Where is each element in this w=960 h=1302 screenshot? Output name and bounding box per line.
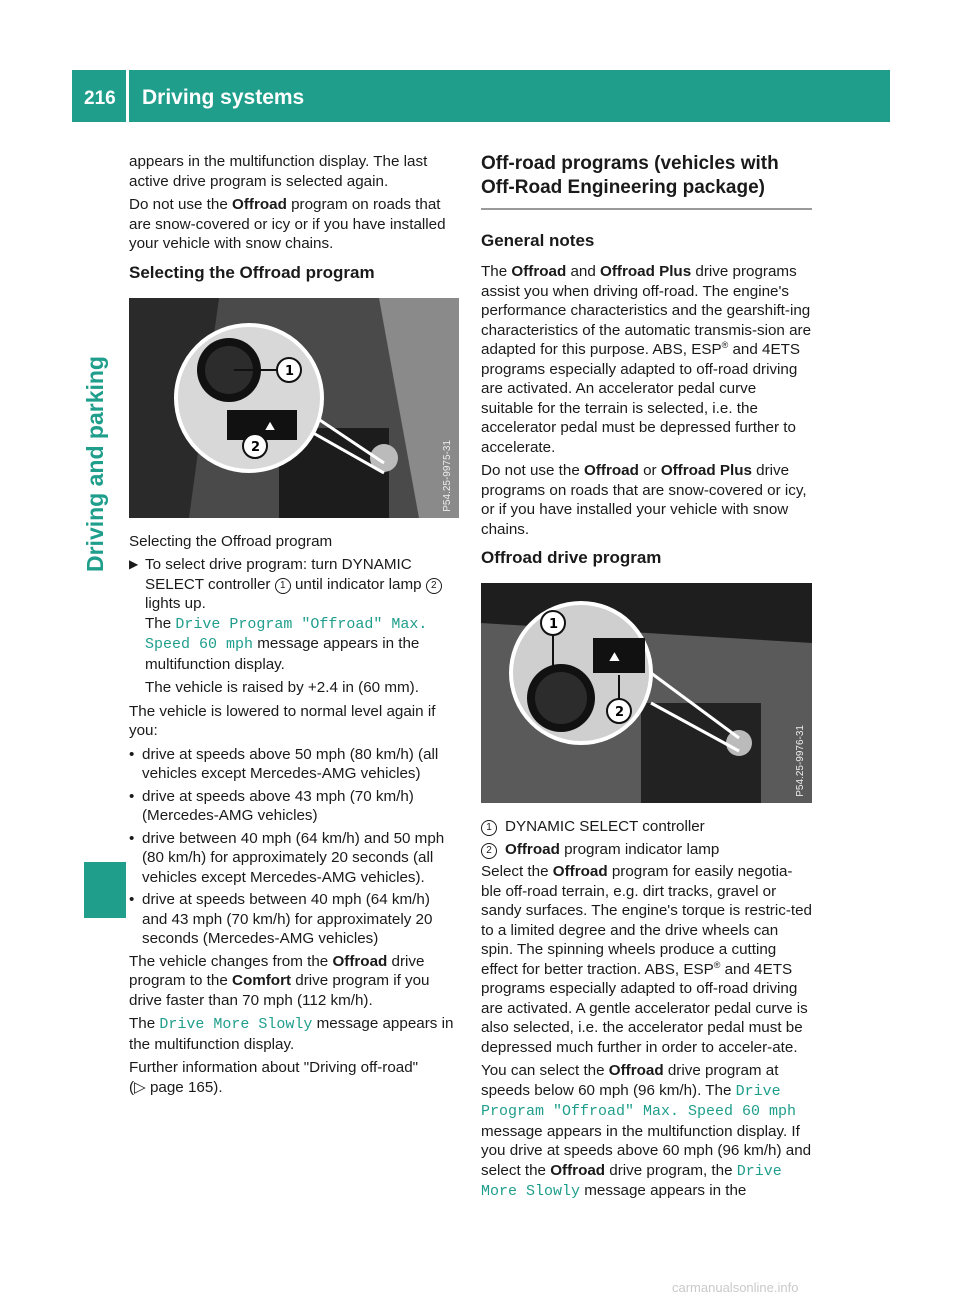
paragraph: The Offroad and Offroad Plus drive programs assist you when driving off-road. The engine's performance characteristics and the gearshift-ing characteristics of the automatic transmis-sion are adapted for this purpose. ABS, ESP® and 4ETS programs especially adapted to off-road driving are activated. An accelerator pedal curve suitable for the terrain is selected, i.e. the accelerator pedal must be depressed further to accelerate. [481,263,812,456]
left-column [129,152,459,1101]
sidebar-marker [84,862,126,918]
list-item: • drive at speeds between 40 mph (64 km/h) and 43 mph (70 km/h) for approximately 20 seconds (Mercedes-AMG vehicles) [129,891,433,947]
legend-item: 2 Offroad program indicator lamp [481,840,812,860]
callout-2-icon: 2 [481,843,497,859]
svg-text:2: 2 [615,705,625,720]
heading-general-notes: General notes [481,231,595,250]
instruction-step: ▶ To select drive program: turn DYNAMIC SELECT controller 1 until indicator lamp 2 lights up. The Drive Program "Offroad" Max. Speed 60 mph message appears in the multifunction display. [129,555,459,674]
figure-caption: Selecting the Offroad program [129,532,333,550]
controller-illustration [129,298,459,518]
figure-code: P54.25-9976-31 [794,725,806,797]
paragraph: Further information about "Driving off-road" (▷ page 165). [129,1059,419,1096]
heading-offroad-drive-program: Offroad drive program [481,548,662,567]
step-arrow-icon: ▶ [129,557,139,571]
callout-2-icon: 2 [426,578,442,594]
watermark: carmanualsonline.info [672,1280,799,1295]
section-title: Driving systems [142,86,305,109]
paragraph: Select the Offroad program for easily negotia-ble off-road terrain, e.g. dirt tracks, gravel or sandy surfaces. The engine's torque is restric-ted to a limited degree and the drive wheels can spin. The spinning wheels produce a cutting effect for better traction. ABS, ESP® and 4ETS programs especially adapted to off-road driving are activated. A gentle accelerator pedal curve is also selected, i.e. the accelerator pedal must be depressed much further in order to acceler-ate. [481,863,813,1056]
figure-code: P54.25-9975-31 [441,439,453,512]
heading-offroad-programs: Off-road programs (vehicles with Off-Road Engineering package) [481,152,812,210]
display-message: Drive Program "Offroad" Max. Speed 60 mph [481,1082,797,1120]
sidebar-chapter-label: Driving and parking [82,356,108,572]
display-message: Drive More Slowly [159,1016,313,1033]
list-item: • drive at speeds above 50 mph (80 km/h) (all vehicles except Mercedes-AMG vehicles) [129,745,439,782]
paragraph: The vehicle is raised by +2.4 in (60 mm). [145,679,419,696]
page-reference-link[interactable]: (▷ page 165). [129,1078,223,1096]
offroad-indicator-image [481,583,812,803]
list-item: • drive at speeds above 43 mph (70 km/h) (Mercedes-AMG vehicles) [129,787,414,824]
indicator-illustration [481,583,812,803]
callout-1-icon: 1 [275,578,291,594]
header-divider [126,70,129,122]
svg-text:1: 1 [549,617,559,632]
display-message: Drive Program "Offroad" Max. Speed 60 mph [145,615,428,653]
svg-text:2: 2 [251,439,261,455]
display-message: Drive More Slowly [481,1162,782,1200]
right-column [481,152,812,1206]
offroad-controller-image [129,298,459,518]
paragraph: The Drive More Slowly message appears in the multifunction display. [129,1015,454,1053]
paragraph: Do not use the Offroad or Offroad Plus drive programs on roads that are snow-covered or icy, or if you have installed your vehicle with snow chains. [481,462,807,538]
callout-1-icon: 1 [481,820,497,836]
page-number: 216 [84,88,116,109]
paragraph: Do not use the Offroad program on roads that are snow-covered or icy or if you have installed your vehicle with snow chains. [129,196,446,252]
heading-selecting-offroad: Selecting the Offroad program [129,262,375,282]
paragraph: appears in the multifunction display. The last active drive program is selected again. [129,153,428,190]
svg-text:1: 1 [285,363,295,379]
svg-text:⛰: ⛰ [609,650,620,665]
legend-item: 1 DYNAMIC SELECT controller [481,817,812,837]
paragraph: You can select the Offroad drive program at speeds below 60 mph (96 km/h). The Drive Program "Offroad" Max. Speed 60 mph message appears in the multifunction display. If you drive at speeds above 60 mph (96 km/h) and select the Offroad drive program, the Drive More Slowly message appears in the [481,1062,812,1200]
paragraph: The vehicle changes from the Offroad drive program to the Comfort drive program if you drive faster than 70 mph (112 km/h). [129,952,430,1009]
svg-text:⛰: ⛰ [265,418,276,433]
list-item: • drive between 40 mph (64 km/h) and 50 mph (80 km/h) for approximately 20 seconds (all vehicles except Mercedes-AMG vehicles). [129,829,445,886]
paragraph: The vehicle is lowered to normal level again if you: [129,702,436,739]
